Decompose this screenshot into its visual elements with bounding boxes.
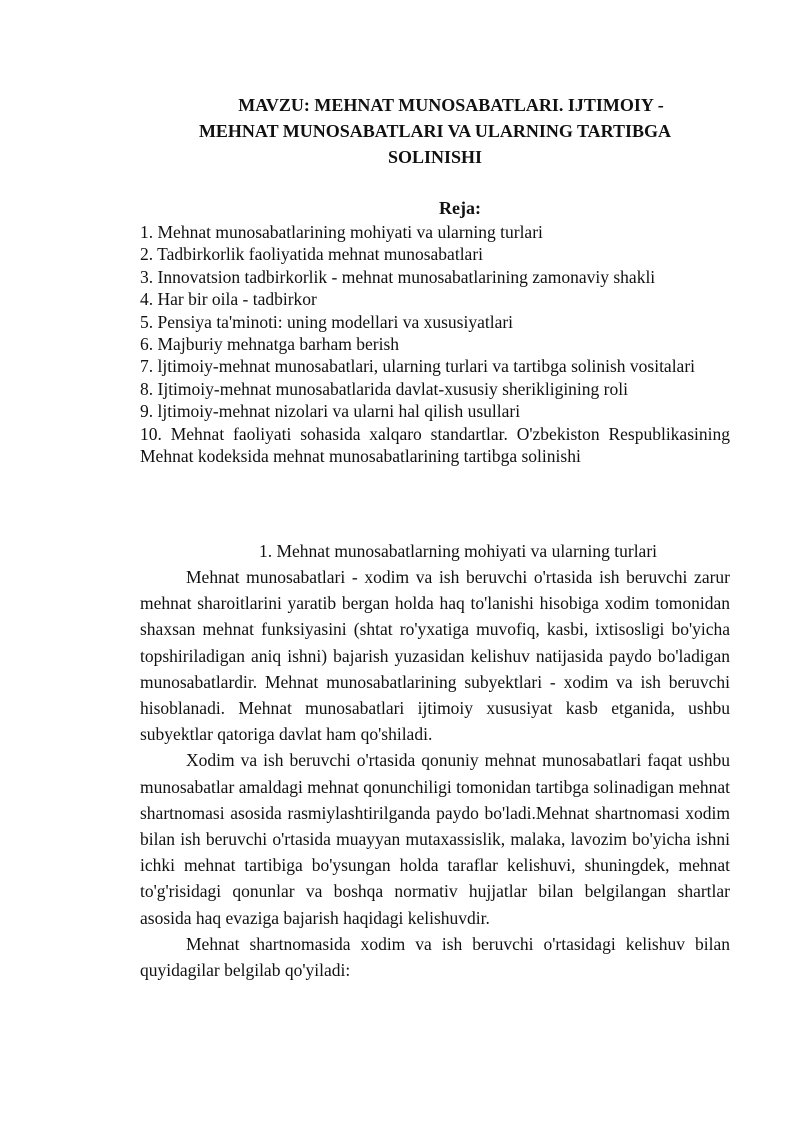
plan-item: 2. Tadbirkorlik faoliyatida mehnat munosabatlari <box>140 244 484 265</box>
document-title <box>140 92 730 170</box>
title-line-1: MAVZU: MEHNAT MUNOSABATLARI. IJTIMOIY - <box>238 95 664 115</box>
plan-item: 7. ljtimoiy-mehnat munosabatlari, ularning turlari va tartibga solinish vositalari <box>140 356 696 377</box>
plan-item: 6. Majburiy mehnatga barham berish <box>140 334 400 355</box>
plan-item: 5. Pensiya ta'minoti: uning modellari va xususiyatlari <box>140 311 514 332</box>
title-line-2: MEHNAT MUNOSABATLARI VA ULARNING TARTIBGA <box>198 121 672 141</box>
paragraph: Xodim va ish beruvchi o'rtasida qonuniy mehnat munosabatlari faqat ushbu munosabatlar amaldagi mehnat qonunchiligi tomonidan tartibga solinadigan mehnat shartnomasi asosida rasmiylashtirilganda paydo bo'ladi.Mehnat shartnomasi xodim bilan ish beruvchi o'rtasida muayyan mutaxassislik, malaka, lavozim bo'yicha ishni ichki mehnat tartibiga bo'ysungan holda taraflar kelishuvi, shuningdek, mehnat to'g'risidagi qonunlar va boshqa normativ hujjatlar bilan belgilangan shartlar asosida haq evaziga bajarish haqidagi kelishuvdir. <box>140 750 730 928</box>
plan-item: 8. Ijtimoiy-mehnat munosabatlarida davlat-xususiy sherikligining roli <box>140 378 628 399</box>
body-text <box>140 564 730 983</box>
plan-item: 10. Mehnat faoliyati sohasida xalqaro standartlar. O'zbekiston Respublikasining Mehnat kodeksida mehnat munosabatlarining tartibga solinishi <box>140 423 730 467</box>
paragraph: Mehnat munosabatlari - xodim va ish beruvchi o'rtasida ish beruvchi zarur mehnat sharoitlarini yaratib bergan holda haq to'lanishi hisobiga xodim tomonidan shaxsan mehnat funksiyasini (shtat ro'yxatiga muvofiq, kasbi, ixtisosligi bo'yicha topshiriladigan aniq ishni) bajarish yuzasidan kelishuv natijasida paydo bo'ladigan munosabatlardir. Mehnat munosabatlarining subyektlari - xodim va ish beruvchi hisoblanadi. Mehnat munosabatlari ijtimoiy xususiyat kasb etganida, ushbu subyektlar qatoriga davlat ham qo'shiladi. <box>140 567 730 745</box>
plan-item: 4. Har bir oila - tadbirkor <box>140 289 317 310</box>
paragraph: Mehnat shartnomasida xodim va ish beruvchi o'rtasidagi kelishuv bilan quyidagilar belgilab qo'yiladi: <box>140 933 730 981</box>
plan-item: 3. Innovatsion tadbirkorlik - mehnat munosabatlarining zamonaviy shakli <box>140 266 656 287</box>
title-line-3: SOLINISHI <box>387 147 483 167</box>
section-heading <box>140 539 730 563</box>
plan-list <box>140 221 730 467</box>
plan-item: 1. Mehnat munosabatlarining mohiyati va ularning turlari <box>140 222 543 242</box>
plan-heading <box>140 197 730 219</box>
plan-item: 9. ljtimoiy-mehnat nizolari va ularni hal qilish usullari <box>140 401 521 422</box>
section-heading-text: 1. Mehnat munosabatlarning mohiyati va ularning turlari <box>258 541 658 561</box>
plan-heading-text: Reja: <box>439 198 481 218</box>
